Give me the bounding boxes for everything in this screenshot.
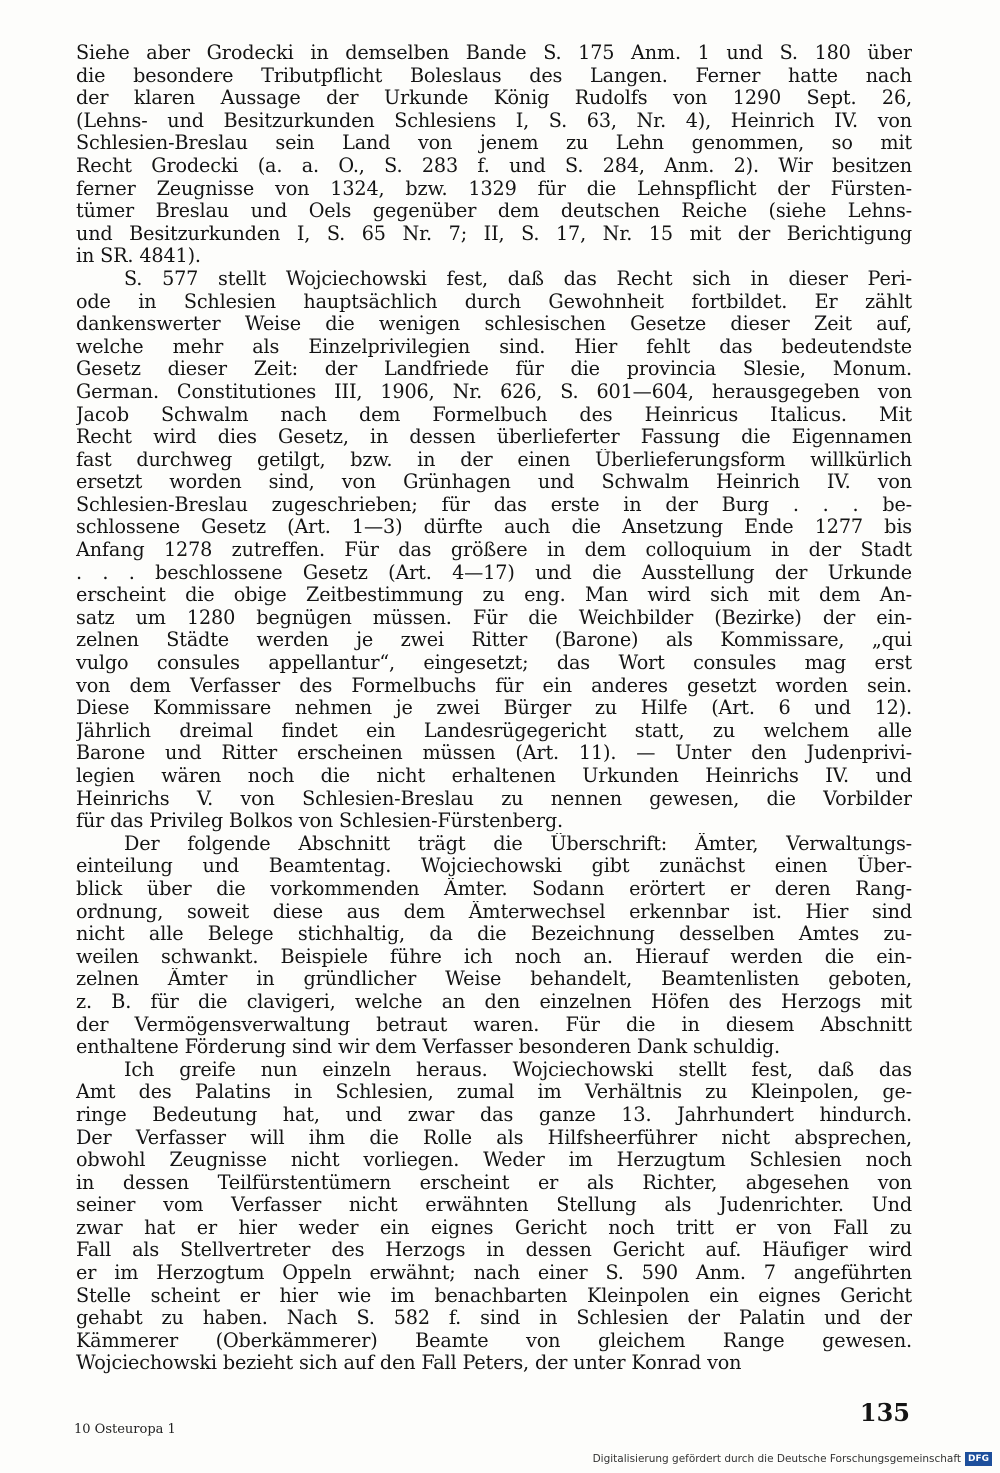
text-line: in dessen Teilfürstentümern erscheint er als Richter, abgesehen von — [76, 1171, 912, 1194]
text-line: welche mehr als Einzelprivilegien sind. Hier fehlt das bedeutendste — [76, 335, 912, 358]
text-line: Barone und Ritter erscheinen müssen (Art. 11). — Unter den Judenprivi- — [76, 742, 912, 765]
body-text — [76, 42, 912, 1375]
text-line: Wojciechowski bezieht sich auf den Fall Peters, der unter Konrad von — [76, 1352, 742, 1375]
text-line: (Lehns- und Besitzurkunden Schlesiens I, S. 63, Nr. 4), Heinrich IV. von — [76, 109, 912, 132]
text-line: Fall als Stellvertreter des Herzogs in dessen Gericht auf. Häufiger wird — [76, 1239, 912, 1262]
text-line: Ich greife nun einzeln heraus. Wojciechowski stellt fest, daß das — [124, 1058, 912, 1081]
text-line: und Besitzurkunden I, S. 65 Nr. 7; II, S. 17, Nr. 15 mit der Berichtigung — [76, 222, 912, 245]
page-number: 135 — [859, 1398, 910, 1427]
text-line: Schlesien-Breslau zugeschrieben; für das erste in der Burg . . . be- — [76, 493, 912, 516]
text-line: einteilung und Beamtentag. Wojciechowski gibt zunächst einen Über- — [76, 855, 912, 878]
text-line: Gesetz dieser Zeit: der Landfriede für die provincia Slesie, Monum. — [76, 358, 912, 381]
text-line: satz um 1280 begnügen müssen. Für die Weichbilder (Bezirke) der ein- — [76, 606, 912, 629]
text-line: der Vermögensverwaltung betraut waren. Für die in diesem Abschnitt — [76, 1013, 912, 1036]
text-line: Recht Grodecki (a. a. O., S. 283 f. und S. 284, Anm. 2). Wir besitzen — [76, 154, 912, 177]
text-line: fast durchweg getilgt, bzw. in der einen Überlieferungsform willkürlich — [76, 448, 912, 471]
text-line: Heinrichs V. von Schlesien-Breslau zu nennen gewesen, die Vorbilder — [76, 787, 912, 810]
text-line: schlossene Gesetz (Art. 1—3) dürfte auch die Ansetzung Ende 1277 bis — [76, 516, 912, 539]
text-line: S. 577 stellt Wojciechowski fest, daß das Recht sich in dieser Peri- — [124, 267, 912, 290]
text-line: seiner vom Verfasser nicht erwähnten Stellung als Judenrichter. Und — [76, 1194, 912, 1217]
text-line: dankenswerter Weise die wenigen schlesischen Gesetze dieser Zeit auf, — [76, 313, 912, 336]
text-line: der klaren Aussage der Urkunde König Rudolfs von 1290 Sept. 26, — [76, 87, 912, 110]
text-line: Siehe aber Grodecki in demselben Bande S. 175 Anm. 1 und S. 180 über — [76, 42, 912, 64]
text-line: in SR. 4841). — [76, 245, 201, 268]
text-line: Kämmerer (Oberkämmerer) Beamte von gleichem Range gewesen. — [76, 1329, 912, 1352]
printer-signature: 10 Osteuropa 1 — [74, 1422, 176, 1437]
text-line: Jährlich dreimal findet ein Landesrügegericht statt, zu welchem alle — [76, 719, 912, 742]
text-line: Diese Kommissare nehmen je zwei Bürger zu Hilfe (Art. 6 und 12). — [76, 697, 912, 720]
text-line: ordnung, soweit diese aus dem Ämterwechsel erkennbar ist. Hier sind — [76, 900, 912, 923]
text-line: ringe Bedeutung hat, und zwar das ganze 13. Jahrhundert hindurch. — [76, 1103, 912, 1126]
text-line: vulgo consules appellantur“, eingesetzt; das Wort consules mag erst — [76, 652, 912, 675]
text-line: blick über die vorkommenden Ämter. Sodann erörtert er deren Rang- — [76, 877, 912, 900]
text-line: tümer Breslau und Oels gegenüber dem deutschen Reiche (siehe Lehns- — [76, 200, 912, 223]
text-line: er im Herzogtum Oppeln erwähnt; nach einer S. 590 Anm. 7 angeführten — [76, 1262, 912, 1285]
text-line: Stelle scheint er hier wie im benachbarten Kleinpolen ein eignes Gericht — [76, 1284, 912, 1307]
text-line: ferner Zeugnisse von 1324, bzw. 1329 für die Lehnspflicht der Fürsten- — [76, 177, 912, 200]
text-line: nicht alle Belege stichhaltig, da die Bezeichnung desselben Amtes zu- — [76, 923, 912, 946]
text-line: Der Verfasser will ihm die Rolle als Hilfsheerführer nicht absprechen, — [76, 1126, 912, 1149]
text-line: z. B. für die clavigeri, welche an den einzelnen Höfen des Herzogs mit — [76, 990, 912, 1013]
text-line: Amt des Palatins in Schlesien, zumal im Verhältnis zu Kleinpolen, ge- — [76, 1081, 912, 1104]
text-line: für das Privileg Bolkos von Schlesien-Fürstenberg. — [76, 810, 563, 833]
text-line: Anfang 1278 zutreffen. Für das größere in dem colloquium in der Stadt — [76, 539, 912, 562]
funding-note: Digitalisierung gefördert durch die Deutsche Forschungsgemeinschaft — [592, 1453, 961, 1465]
text-line: . . . beschlossene Gesetz (Art. 4—17) und die Ausstellung der Urkunde — [76, 561, 912, 584]
text-line: zelnen Städte werden je zwei Ritter (Barone) als Kommissare, „qui — [76, 629, 912, 652]
text-line: gehabt zu haben. Nach S. 582 f. sind in Schlesien der Palatin und der — [76, 1307, 912, 1330]
text-line: weilen schwankt. Beispiele führe ich noch an. Hierauf werden die ein- — [76, 945, 912, 968]
text-line: Schlesien-Breslau sein Land von jenem zu Lehn genommen, so mit — [76, 132, 912, 155]
text-line: ersetzt worden sind, von Grünhagen und Schwalm Heinrich IV. von — [76, 471, 912, 494]
digitization-footer — [593, 1452, 992, 1466]
text-line: von dem Verfasser des Formelbuchs für ein anderes gesetzt worden sein. — [76, 674, 912, 697]
text-line: obwohl Zeugnisse nicht vorliegen. Weder im Herzugtum Schlesien noch — [76, 1149, 912, 1172]
text-line: ode in Schlesien hauptsächlich durch Gewohnheit fortbildet. Er zählt — [76, 290, 912, 313]
dfg-logo-icon: DFG — [965, 1452, 992, 1466]
text-line: Der folgende Abschnitt trägt die Überschrift: Ämter, Verwaltungs- — [124, 832, 912, 855]
text-line: Jacob Schwalm nach dem Formelbuch des Heinricus Italicus. Mit — [76, 403, 912, 426]
text-line: erscheint die obige Zeitbestimmung zu eng. Man wird sich mit dem An- — [76, 584, 912, 607]
text-line: legien wären noch die nicht erhaltenen Urkunden Heinrichs IV. und — [76, 765, 912, 787]
text-line: zelnen Ämter in gründlicher Weise behandelt, Beamtenlisten geboten, — [76, 968, 912, 991]
text-line: Recht wird dies Gesetz, in dessen überlieferter Fassung die Eigennamen — [76, 426, 912, 449]
text-line: German. Constitutiones III, 1906, Nr. 626, S. 601—604, herausgegeben von — [76, 380, 912, 403]
text-line: die besondere Tributpflicht Boleslaus des Langen. Ferner hatte nach — [76, 64, 912, 87]
text-line: zwar hat er hier weder ein eignes Gericht noch tritt er von Fall zu — [76, 1216, 912, 1239]
text-line: enthaltene Förderung sind wir dem Verfasser besonderen Dank schuldig. — [76, 1036, 780, 1059]
